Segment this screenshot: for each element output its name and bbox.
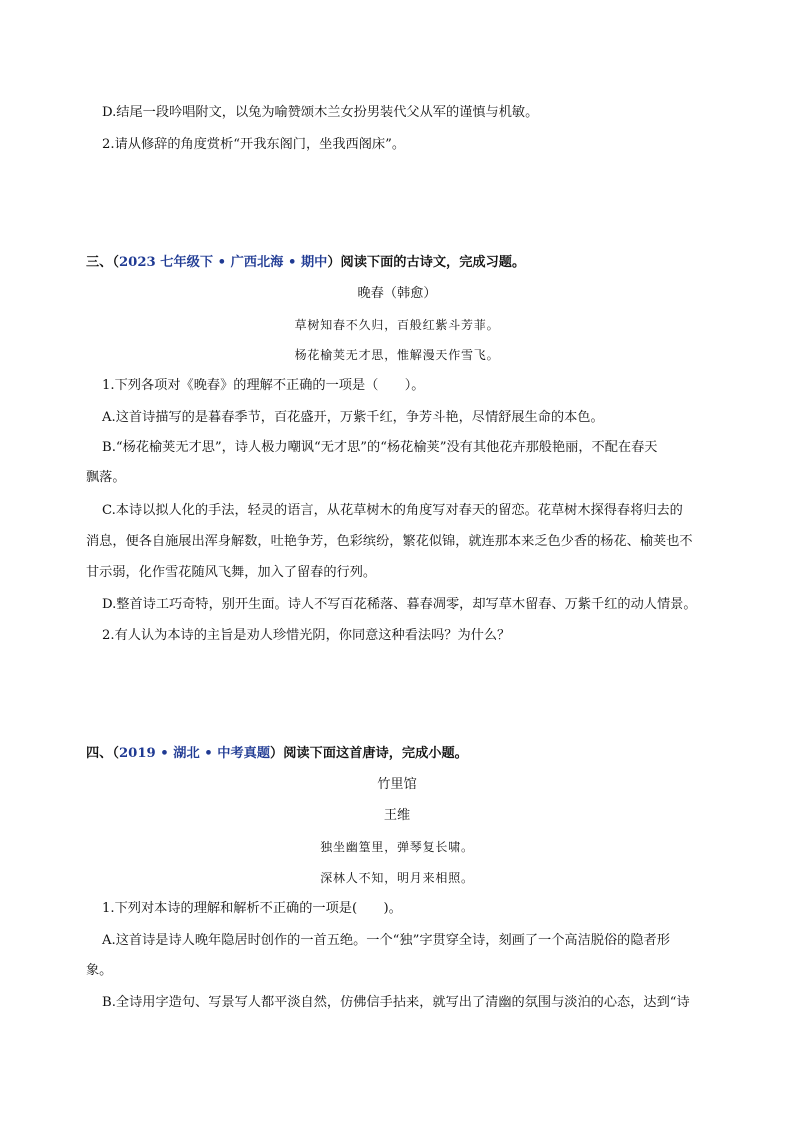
question-1-text: 1.下列各项对《晚春》的理解不正确的一项是（ ）。 xyxy=(102,378,425,393)
question-1-text: 1.下列对本诗的理解和解析不正确的一项是( )。 xyxy=(102,901,402,916)
question-2-text: 2.请从修辞的角度赏析“开我东阁门，坐我西阁床”。 xyxy=(102,137,406,152)
section-3-source: 2023 七年级下 • 广西北海 • 期中 xyxy=(118,255,328,270)
poem-line: 独坐幽篁里，弹琴复长啸。 xyxy=(320,840,474,854)
section-3-suffix: ）阅读下面的古诗文，完成习题。 xyxy=(327,255,526,270)
section-4-heading xyxy=(86,745,468,763)
option-c-text-cont: 消息，便各自施展出浑身解数，吐艳争芳，色彩缤纷，繁花似锦，就连那本来乏色少香的杨花、榆荚也不 xyxy=(86,534,693,549)
option-d-text: D.结尾一段吟唱附文，以兔为喻赞颂木兰女扮男装代父从军的谨慎与机敏。 xyxy=(102,105,539,120)
poem-line: 杨花榆荚无才思，惟解漫天作雪飞。 xyxy=(294,348,500,362)
section-4-suffix: ）阅读下面这首唐诗，完成小题。 xyxy=(270,746,468,761)
option-d-text: D.整首诗工巧奇特，别开生面。诗人不写百花稀落、暮春凋零，却写草木留春、万紫千红的动人情景。 xyxy=(102,597,697,612)
section-4-source: 2019 • 湖北 • 中考真题 xyxy=(118,746,271,761)
option-b-text: B.“杨花榆荚无才思”，诗人极力嘲讽“无才思”的“杨花榆荚”没有其他花卉那般艳丽，不配在春天 xyxy=(102,440,658,455)
option-a-text-cont: 象。 xyxy=(86,963,113,978)
option-c-text: C.本诗以拟人化的手法，轻灵的语言，从花草树木的角度写对春天的留恋。花草树木探得春将归去的 xyxy=(102,503,683,518)
section-3-prefix: 三、（ xyxy=(86,255,119,270)
poem-author: 王维 xyxy=(383,808,411,823)
poem-title: 晚春（韩愈） xyxy=(357,286,437,301)
option-b-text-cont: 飘落。 xyxy=(86,470,126,485)
section-4-prefix: 四、（ xyxy=(86,746,119,761)
option-a-text: A.这首诗描写的是暮春季节，百花盛开，万紫千红，争芳斗艳，尽情舒展生命的本色。 xyxy=(102,410,604,425)
question-2-text: 2.有人认为本诗的主旨是劝人珍惜光阴，你同意这种看法吗？为什么？ xyxy=(102,628,511,643)
poem-line: 草树知春不久归，百般红紫斗芳菲。 xyxy=(294,318,500,332)
poem-line: 深林人不知，明月来相照。 xyxy=(320,871,474,885)
option-a-text: A.这首诗是诗人晚年隐居时创作的一首五绝。一个“独”字贯穿全诗，刻画了一个高洁脱俗的隐者形 xyxy=(102,933,670,948)
option-c-text-cont: 甘示弱，化作雪花随风飞舞，加入了留春的行列。 xyxy=(86,565,377,580)
option-b-text: B.全诗用字造句、写景写人都平淡自然，仿佛信手拈来，就写出了清幽的氛围与淡泊的心态，达到“诗 xyxy=(102,995,690,1010)
section-3-heading xyxy=(86,254,525,272)
poem-title: 竹里馆 xyxy=(377,777,417,792)
